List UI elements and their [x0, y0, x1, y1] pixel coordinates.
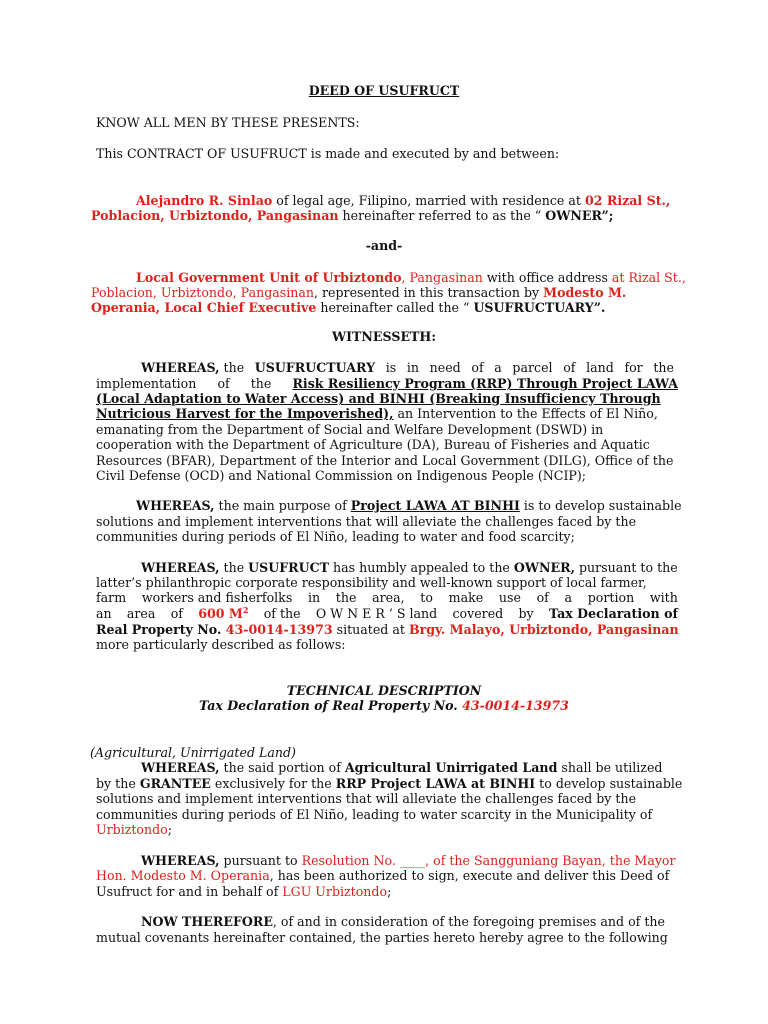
- rrp-program-name: Risk Resiliency Program (RRP) Through Project LAWA: [292, 376, 678, 391]
- whereas1-line5: emanating from the Department of Social and Welfare Development (DSWD) in: [96, 422, 604, 437]
- whereas4-line1: WHEREAS, the said portion of Agricultural Unirrigated Land shall be utilized: [141, 760, 663, 775]
- whereas4-line3: solutions and implement interventions that will alleviate the challenges faced by the: [96, 791, 637, 806]
- owner-label: OWNER”;: [545, 208, 614, 223]
- land-type-note: (Agricultural, Unirrigated Land): [90, 745, 296, 760]
- lgu-name: Local Government Unit of Urbiztondo: [136, 270, 402, 285]
- whereas1-line7: Resources (BFAR), Department of the Interior and Local Government (DILG), Office of the: [96, 453, 674, 468]
- technical-description-heading: TECHNICAL DESCRIPTION: [286, 683, 482, 698]
- owner-paragraph-line2: Poblacion, Urbiztondo, Pangasinan hereinafter referred to as the “ OWNER”;: [91, 208, 614, 223]
- whereas5-line1: WHEREAS, pursuant to Resolution No. ____, of the Sangguniang Bayan, the Mayor: [141, 853, 676, 868]
- owner-name: Alejandro R. Sinlao: [136, 193, 273, 208]
- technical-description-subheading: Tax Declaration of Real Property No. 43-0014-13973: [199, 698, 569, 713]
- whereas4-line2: by the GRANTEE exclusively for the RRP Project LAWA at BINHI to develop sustainable: [96, 776, 683, 791]
- owner-paragraph-line1: Alejandro R. Sinlao of legal age, Filipino, married with residence at 02 Rizal St.,: [136, 193, 671, 208]
- witnesseth-heading: WITNESSETH:: [332, 329, 436, 344]
- usufructuary-label: USUFRUCTUARY”.: [473, 300, 606, 315]
- tax-declaration-number: 43-0014-13973: [225, 622, 333, 637]
- lgu-paragraph-line3: Operania, Local Chief Executive hereinafter called the “ USUFRUCTUARY”.: [91, 300, 606, 315]
- now-therefore-line2: mutual covenants hereinafter contained, the parties hereto hereby agree to the following: [96, 930, 668, 945]
- whereas3-line2: latter’s philanthropic corporate responsibility and well-known support of local farmer,: [96, 575, 647, 590]
- whereas1-line1: WHEREAS, the USUFRUCTUARY is in need of a parcel of land for the: [141, 360, 674, 375]
- whereas1-line4: Nutricious Harvest for the Impoverished), an Intervention to the Effects of El Niño,: [96, 406, 658, 421]
- document-title: DEED OF USUFRUCT: [308, 83, 460, 98]
- whereas1-line2: implementation of the Risk Resiliency Program (RRP) Through Project LAWA: [96, 376, 678, 391]
- whereas1-line3: (Local Adaptation to Water Access) and BINHI (Breaking Insufficiency Through: [96, 391, 661, 406]
- whereas3-line1: WHEREAS, the USUFRUCT has humbly appealed to the OWNER, pursuant to the: [141, 560, 678, 575]
- intro-contract-line: This CONTRACT OF USUFRUCT is made and executed by and between:: [96, 146, 560, 161]
- whereas3-line5: Real Property No. 43-0014-13973 situated at Brgy. Malayo, Urbiztondo, Pangasinan: [96, 622, 679, 637]
- whereas2-line3: communities during periods of El Niño, leading to water and food scarcity;: [96, 529, 575, 544]
- lgu-paragraph-line2: Poblacion, Urbiztondo, Pangasinan, represented in this transaction by Modesto M.: [91, 285, 627, 300]
- lgu-paragraph-line1: Local Government Unit of Urbiztondo, Pangasinan with office address at Rizal St.,: [136, 270, 686, 285]
- intro-line: KNOW ALL MEN BY THESE PRESENTS:: [96, 115, 360, 130]
- land-area: 600 $M^2$: [198, 605, 249, 621]
- whereas3-line4: an area of 600 $M^2$ of the O W N E R ’ S land covered by Tax Declaration of: [96, 605, 678, 621]
- whereas4-line5: Urbiztondo;: [96, 822, 173, 837]
- whereas3-line3: farm workers and fisherfolks in the area, to make use of a portion with: [96, 590, 678, 605]
- whereas5-line2: Hon. Modesto M. Operania, has been authorized to sign, execute and deliver this Deed of: [96, 868, 670, 883]
- whereas5-line3: Usufruct for and in behalf of LGU Urbiztondo;: [96, 884, 392, 899]
- whereas2-line1: WHEREAS, the main purpose of Project LAWA AT BINHI is to develop sustainable: [136, 498, 682, 513]
- property-location: Brgy. Malayo, Urbiztondo, Pangasinan: [408, 622, 679, 637]
- whereas1-line8: Civil Defense (OCD) and National Commission on Indigenous People (NCIP);: [96, 468, 587, 483]
- resolution-reference: Resolution No. ____, of the Sangguniang Bayan, the Mayor: [301, 853, 676, 868]
- whereas2-line2: solutions and implement interventions that will alleviate the challenges faced by the: [96, 514, 637, 529]
- whereas1-line6: cooperation with the Department of Agriculture (DA), Bureau of Fisheries and Aquatic: [96, 437, 650, 452]
- now-therefore-line1: NOW THEREFORE, of and in consideration of the foregoing premises and of the: [141, 914, 665, 929]
- whereas4-line4: communities during periods of El Niño, leading to water scarcity in the Municipality of: [96, 807, 653, 822]
- and-separator: -and-: [365, 238, 403, 253]
- project-name: Project LAWA AT BINHI: [350, 498, 520, 513]
- whereas3-line6: more particularly described as follows:: [96, 637, 346, 652]
